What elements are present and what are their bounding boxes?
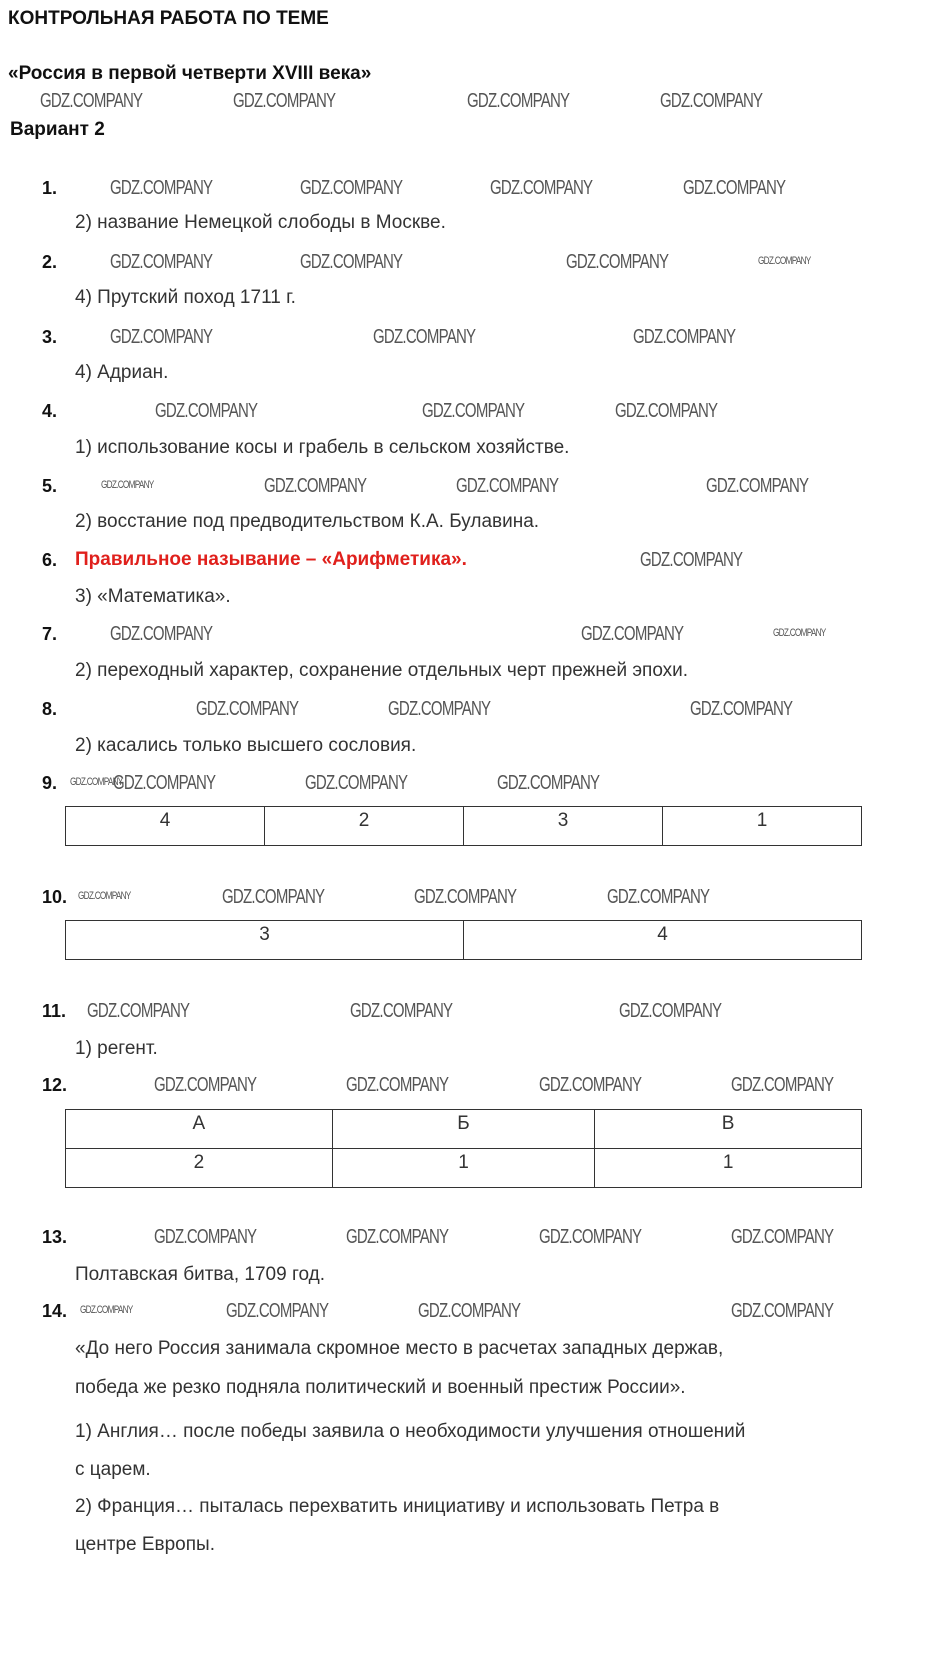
- table-cell: 2: [66, 1149, 333, 1188]
- watermark: GDZ.COMPANY: [264, 475, 367, 497]
- answer-line: 1) Англия… после победы заявила о необходимости улучшения отношений: [75, 1421, 746, 1442]
- answer: 1) регент.: [75, 1038, 158, 1059]
- watermark: GDZ.COMPANY: [633, 326, 736, 348]
- answer-line: центре Европы.: [75, 1534, 215, 1555]
- watermark: GDZ.COMPANY: [110, 326, 213, 348]
- watermark: GDZ.COMPANY: [350, 1000, 453, 1022]
- watermark: GDZ.COMPANY: [731, 1074, 834, 1096]
- question-number: 8.: [42, 699, 58, 719]
- answer-table-9: [65, 806, 862, 846]
- answer: Полтавская битва, 1709 год.: [75, 1264, 325, 1285]
- question-number: 7.: [42, 624, 58, 644]
- watermark: GDZ.COMPANY: [607, 886, 710, 908]
- question-number: 14.: [42, 1301, 68, 1321]
- watermark: GDZ.COMPANY: [731, 1226, 834, 1248]
- watermark: GDZ.COMPANY: [346, 1074, 449, 1096]
- question-number: 3.: [42, 327, 58, 347]
- watermark: GDZ.COMPANY: [196, 698, 299, 720]
- watermark: GDZ.COMPANY: [87, 1000, 190, 1022]
- answer: 4) Прутский поход 1711 г.: [75, 287, 296, 308]
- watermark: GDZ.COMPANY: [456, 475, 559, 497]
- answer: 2) восстание под предводительством К.А. Булавина.: [75, 511, 540, 532]
- table-cell: 2: [265, 807, 464, 846]
- watermark: GDZ.COMPANY: [300, 177, 403, 199]
- watermark: GDZ.COMPANY: [154, 1074, 257, 1096]
- question-number: 13.: [42, 1227, 68, 1247]
- watermark: GDZ.COMPANY: [40, 90, 143, 112]
- watermark: GDZ.COMPANY: [418, 1300, 521, 1322]
- watermark: GDZ.COMPANY: [619, 1000, 722, 1022]
- variant-label: Вариант 2: [10, 119, 105, 140]
- watermark: GDZ.COMPANY: [155, 400, 258, 422]
- answer-line: с царем.: [75, 1459, 151, 1480]
- question-number: 2.: [42, 252, 58, 272]
- table-cell: 4: [66, 807, 265, 846]
- watermark: GDZ.COMPANY: [566, 251, 669, 273]
- watermark: GDZ.COMPANY: [222, 886, 325, 908]
- watermark: GDZ.COMPANY: [660, 90, 763, 112]
- watermark: GDZ.COMPANY: [80, 1304, 133, 1316]
- question-number: 11.: [42, 1001, 67, 1021]
- answer-table-10: [65, 920, 862, 960]
- watermark: GDZ.COMPANY: [539, 1226, 642, 1248]
- watermark: GDZ.COMPANY: [101, 479, 154, 491]
- question-number: 10.: [42, 887, 68, 907]
- answer: 2) название Немецкой слободы в Москве.: [75, 212, 446, 233]
- table-header: В: [595, 1110, 862, 1149]
- table-header: А: [66, 1110, 333, 1149]
- question-number: 4.: [42, 401, 58, 421]
- watermark: GDZ.COMPANY: [346, 1226, 449, 1248]
- watermark: GDZ.COMPANY: [78, 890, 131, 902]
- answer-line: 2) Франция… пыталась перехватить инициативу и использовать Петра в: [75, 1496, 720, 1517]
- answer: 3) «Математика».: [75, 586, 231, 607]
- answer-table-12: [65, 1109, 862, 1188]
- topic-title: «Россия в первой четверти XVIII века»: [8, 63, 372, 84]
- watermark: GDZ.COMPANY: [690, 698, 793, 720]
- correction-note: Правильное называние – «Арифметика».: [75, 549, 467, 570]
- watermark: GDZ.COMPANY: [154, 1226, 257, 1248]
- table-header: Б: [332, 1110, 594, 1149]
- answer-line: победа же резко подняла политический и военный престиж России».: [75, 1377, 686, 1398]
- table-cell: 1: [595, 1149, 862, 1188]
- watermark: GDZ.COMPANY: [640, 549, 743, 571]
- watermark: GDZ.COMPANY: [110, 251, 213, 273]
- watermark: GDZ.COMPANY: [300, 251, 403, 273]
- question-number: 12.: [42, 1075, 68, 1095]
- table-cell: 1: [332, 1149, 594, 1188]
- watermark: GDZ.COMPANY: [615, 400, 718, 422]
- answer: 4) Адриан.: [75, 362, 169, 383]
- table-cell: 3: [464, 807, 663, 846]
- watermark: GDZ.COMPANY: [226, 1300, 329, 1322]
- answer-line: «До него Россия занимала скромное место в расчетах западных держав,: [75, 1338, 724, 1359]
- watermark: GDZ.COMPANY: [773, 627, 826, 639]
- watermark: GDZ.COMPANY: [110, 623, 213, 645]
- watermark: GDZ.COMPANY: [305, 772, 408, 794]
- answer: 2) касались только высшего сословия.: [75, 735, 417, 756]
- answer: 1) использование косы и грабель в сельском хозяйстве.: [75, 437, 570, 458]
- page-title: КОНТРОЛЬНАЯ РАБОТА ПО ТЕМЕ: [8, 8, 329, 29]
- watermark: GDZ.COMPANY: [581, 623, 684, 645]
- answer: 2) переходный характер, сохранение отдельных черт прежней эпохи.: [75, 660, 689, 681]
- table-cell: 3: [66, 921, 464, 960]
- watermark: GDZ.COMPANY: [731, 1300, 834, 1322]
- watermark: GDZ.COMPANY: [758, 255, 811, 267]
- watermark: GDZ.COMPANY: [373, 326, 476, 348]
- watermark: GDZ.COMPANY: [706, 475, 809, 497]
- watermark: GDZ.COMPANY: [422, 400, 525, 422]
- table-cell: 1: [663, 807, 862, 846]
- table-cell: 4: [464, 921, 862, 960]
- question-number: 5.: [42, 476, 58, 496]
- watermark: GDZ.COMPANY: [110, 177, 213, 199]
- watermark: GDZ.COMPANY: [497, 772, 600, 794]
- watermark: GDZ.COMPANY: [233, 90, 336, 112]
- watermark: GDZ.COMPANY: [414, 886, 517, 908]
- watermark: GDZ.COMPANY: [388, 698, 491, 720]
- watermark: GDZ.COMPANY: [467, 90, 570, 112]
- watermark: GDZ.COMPANY: [490, 177, 593, 199]
- watermark: GDZ.COMPANY: [113, 772, 216, 794]
- question-number: 9.: [42, 773, 58, 793]
- watermark: GDZ.COMPANY: [539, 1074, 642, 1096]
- watermark: GDZ.COMPANY: [683, 177, 786, 199]
- question-number: 1.: [42, 178, 58, 198]
- question-number: 6.: [42, 550, 58, 570]
- watermark: GDZ.COMPANY: [70, 776, 123, 788]
